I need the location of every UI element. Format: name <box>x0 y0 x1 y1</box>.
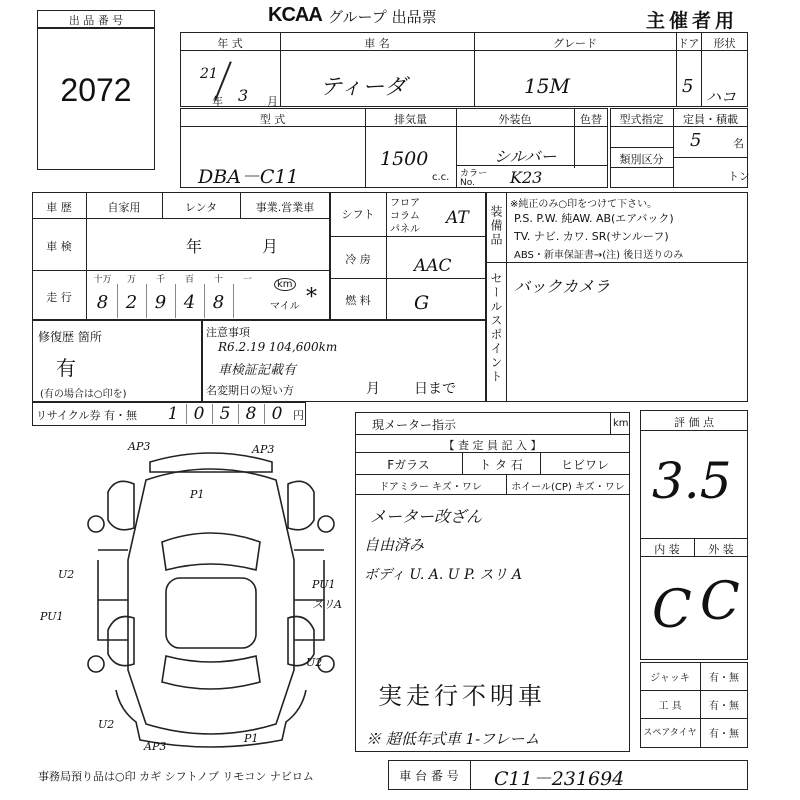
car-name-value: ティーダ <box>320 75 407 100</box>
odometer-digit: 8 <box>96 292 109 313</box>
name-change-day: 日まで <box>414 381 456 397</box>
shift-value: AT <box>446 208 469 228</box>
damage-u2-left: U2 <box>58 568 75 581</box>
grade-label: グレード <box>553 37 597 50</box>
mileage-label: 走 行 <box>46 291 72 304</box>
fuel-value: G <box>414 292 430 314</box>
odometer-place-label: 十 <box>213 275 223 285</box>
mile-mark: * <box>306 285 317 310</box>
crack-label: ヒビワレ <box>560 458 609 472</box>
ton-unit: トン <box>728 170 750 183</box>
model-label: 型 式 <box>259 113 286 126</box>
damage-scratch-a: スリA <box>312 598 342 611</box>
interior-label: 内 装 <box>654 543 680 556</box>
car-body-diagram <box>80 440 342 760</box>
door-label: ドア <box>677 37 700 50</box>
inspector-note2: 自由済み <box>364 536 425 554</box>
door-mirror-label: ドアミラー キズ・ワレ <box>379 482 482 493</box>
rental-option: レンタ <box>184 201 218 214</box>
damage-u2-right: U2 <box>306 656 323 669</box>
odometer-place-label: 千 <box>155 275 165 285</box>
inspector-note1: メーター改ざん <box>370 507 483 526</box>
repair-note: (有の場合は○印を) <box>40 389 127 400</box>
model-value: DBA－C11 <box>198 166 299 188</box>
recycle-digit: 0 <box>271 404 283 424</box>
shift-panel: パネル <box>390 224 420 235</box>
exterior-grade: C <box>700 572 740 632</box>
fuel-label: 燃 料 <box>345 294 371 307</box>
glass-damage-options: ト タ 石 <box>479 458 523 472</box>
damage-ap3-bottom: AP3 <box>144 740 167 753</box>
meter-label: 現メーター指示 <box>372 418 457 432</box>
jack-yes-no: 有・無 <box>709 673 739 684</box>
mile-unit: マイル <box>270 301 300 312</box>
caution-line1: R6.2.19 104,600km <box>218 340 338 354</box>
inspection-year-unit: 年 <box>186 237 203 256</box>
odometer-place-label: 万 <box>126 275 136 285</box>
color-number-label: カラーNo. <box>460 169 488 188</box>
name-change-label: 名変期日の短い方 <box>206 384 294 397</box>
yen-unit: 円 <box>293 409 304 422</box>
cc-unit: c.c. <box>432 172 450 183</box>
equipment-line1: P.S. P.W. 純AW. AB(エアバック) <box>514 212 674 225</box>
spare-yes-no: 有・無 <box>709 729 739 740</box>
odometer-digit: 4 <box>183 292 196 313</box>
sales-point-label: セールスポイント <box>489 272 503 384</box>
tools-label: 工 具 <box>658 701 682 712</box>
shift-floor: フロア <box>390 198 420 209</box>
repair-value: 有 <box>56 356 76 380</box>
month-unit: 月 <box>267 95 278 108</box>
displacement-label: 排気量 <box>394 113 427 126</box>
odometer-digit: 9 <box>154 292 167 313</box>
equipment-line3: ABS・新車保証書→(注) 後日送りのみ <box>514 250 684 261</box>
interior-grade: C <box>652 580 692 640</box>
exterior-color-label: 外装色 <box>498 113 532 126</box>
damage-p1-top: P1 <box>190 488 205 501</box>
inspector-note4: ※ 超低年式車 1-フレーム <box>366 730 540 748</box>
wheel-label: ホイール(CP) キズ・ワレ <box>511 482 625 493</box>
odometer-place-label: 十万 <box>93 275 112 285</box>
host-use-label: 主催者用 <box>646 10 739 32</box>
car-name-label: 車 名 <box>364 37 390 50</box>
damage-pu1-right: PU1 <box>312 578 336 591</box>
recycle-digit: 1 <box>167 404 179 424</box>
color-number-value: K23 <box>510 168 543 187</box>
year-unit: 年 <box>212 95 223 108</box>
lot-number: 2072 <box>60 72 132 108</box>
tools-yes-no: 有・無 <box>709 701 739 712</box>
damage-ap3-left: AP3 <box>128 440 151 453</box>
shape-label: 形状 <box>713 37 736 50</box>
business-option: 事業.営業車 <box>255 201 315 214</box>
footer-deposit-items: 事務局預り品は○印 カギ シフトノブ リモコン ナビロム <box>38 770 314 783</box>
damage-ap3-right: AP3 <box>252 443 275 456</box>
grade-value: 15M <box>524 74 570 98</box>
capacity-value: 5 <box>690 130 702 151</box>
damage-p1-bottom: P1 <box>244 732 259 745</box>
door-value: 5 <box>682 76 694 97</box>
recycle-label: リサイクル券 有・無 <box>36 409 137 422</box>
shape-value: ハコ <box>706 88 737 106</box>
score-label: 評 価 点 <box>674 416 714 429</box>
meter-km-unit: km <box>613 418 629 429</box>
odometer-digit: 8 <box>212 292 225 313</box>
exterior-label: 外 装 <box>708 543 734 556</box>
ac-value: AAC <box>414 256 452 276</box>
equipment-label: 装備品 <box>489 205 503 247</box>
name-change-month: 月 <box>366 381 380 397</box>
exterior-color-value: シルバー <box>494 147 557 166</box>
type-designation-label: 型式指定 <box>619 113 664 126</box>
sales-point-text: バックカメラ <box>514 277 611 296</box>
shift-label: シフト <box>341 208 375 221</box>
jack-label: ジャッキ <box>650 673 690 684</box>
damage-pu1-left: PU1 <box>40 610 64 623</box>
inspector-heading: 【 査 定 員 記 入 】 <box>443 439 542 452</box>
recycle-digit: 0 <box>193 404 205 424</box>
lot-number-label: 出 品 番 号 <box>68 14 124 27</box>
recycle-digit: 5 <box>219 404 231 424</box>
month-value: 3 <box>238 86 249 105</box>
spare-tire-label: スペアタイヤ <box>643 728 697 738</box>
kcaa-logo: KCAA <box>268 4 322 26</box>
caution-label: 注意事項 <box>206 326 250 339</box>
chassis-number: C11－231694 <box>494 768 625 790</box>
unknown-mileage-stamp: 実走行不明車 <box>378 682 546 710</box>
inspector-note3: ボディ U. A. U P. スリ A <box>364 567 523 583</box>
private-use-option: 自家用 <box>107 201 141 214</box>
odometer-digit: 2 <box>125 292 138 313</box>
inspection-month-unit: 月 <box>262 237 279 256</box>
year-label: 年 式 <box>217 37 243 50</box>
repair-label: 修復歴 箇所 <box>38 330 102 344</box>
capacity-label: 定員・積載 <box>683 113 738 126</box>
recycle-digit: 8 <box>245 404 257 424</box>
equipment-line2: TV. ナビ. カワ. SR(サンルーフ) <box>514 230 669 243</box>
odometer-place-label: 一 <box>242 275 252 285</box>
history-label: 車 歴 <box>46 201 72 214</box>
front-glass-label: Fガラス <box>387 458 430 472</box>
caution-line2: 車検証記載有 <box>218 363 297 378</box>
form-title: グループ 出品票 <box>328 8 437 26</box>
shift-column: コラム <box>390 211 420 222</box>
ac-label: 冷 房 <box>345 253 371 266</box>
capacity-unit: 名 <box>733 137 744 150</box>
year-value: 21 <box>200 66 218 82</box>
color-change-label: 色替 <box>580 113 602 126</box>
score-value: 3.5 <box>652 452 732 510</box>
class-label: 類別区分 <box>619 153 664 166</box>
equipment-note: ※純正のみ○印をつけて下さい。 <box>510 199 658 210</box>
damage-u2-bottom: U2 <box>98 718 115 731</box>
odometer-place-label: 百 <box>184 275 194 285</box>
displacement-value: 1500 <box>380 148 429 170</box>
inspection-label: 車 検 <box>46 240 72 253</box>
km-unit: km <box>274 278 296 291</box>
chassis-label: 車 台 番 号 <box>399 769 459 783</box>
